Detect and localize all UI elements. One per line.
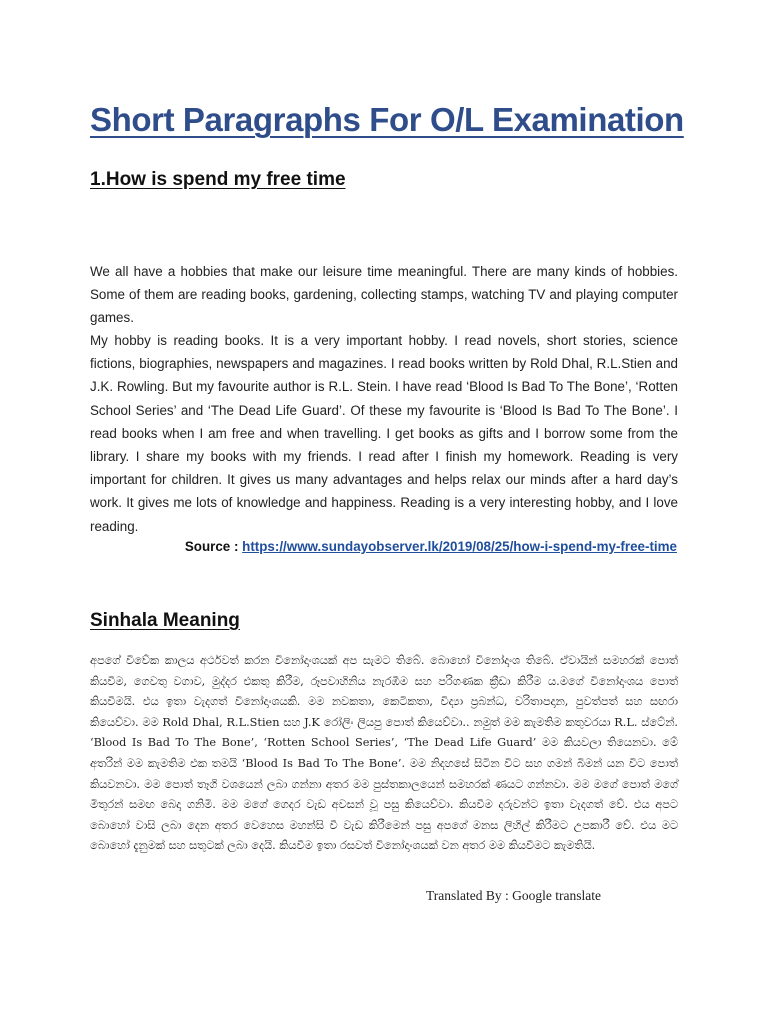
source-link[interactable]: https://www.sundayobserver.lk/2019/08/25/how-i-spend-my-free-time [242, 539, 677, 554]
page-title: Short Paragraphs For O/L Examination [90, 101, 684, 138]
source-label: Source : [184, 539, 243, 554]
translation-credit: Translated By : Google translate [426, 888, 601, 903]
paragraph-body: My hobby is reading books. It is a very important hobby. I read novels, short stories, science fictions, biographies, newspapers and magazines. I read books written by Rold Dhal, R.L.Stien and J.K. Rowling. But my favourite author is R.L. Stein. I have read ‘Blood Is Bad To The Bone’, ‘Rotten School Series’ and ‘The Dead Life Guard’. Of these my favourite is ‘Blood Is Bad To The Bone’. I read books when I am free and when travelling. I get books as gifts and I borrow some from the library. I share my books with my friends. I read after I finish my homework. Reading is very important for children. It gives us many advantages and helps relax our minds after a hard day’s work. It gives me lots of knowledge and happiness. Reading is a very interesting hobby, and I love reading. [90, 333, 678, 534]
paragraph-intro: We all have a hobbies that make our leisure time meaningful. There are many kinds of hobbies. Some of them are reading books, gardening, collecting stamps, watching TV and playing computer games. [90, 264, 678, 326]
sinhala-meaning-heading: Sinhala Meaning [90, 610, 240, 631]
source-line [185, 537, 677, 557]
question-heading: 1.How is spend my free time [90, 169, 346, 190]
sinhala-paragraph: අපගේ විවේක කාලය අර්ථවත් කරන විනෝදාංශයක් අප සැමට තිබේ. බොහෝ විනෝදාංශ තිබේ. ඒවායින් සමහරක් පොත් කියවීම, ගෙවතු වගාව, මුද්දර එකතු කිරීම, රූපවාහිනිය නැරඹීම සහ පරිගණක ක්‍රීඩා කිරීම ය.මගේ විනෝදාංශය පොත් කියවීමයි. එය ඉතා වැදගත් විනෝදාංශයකි. මම නවකතා, කෙටිකතා, විද්‍යා ප්‍රබන්ධ, චරිතාපදාන, පුවත්පත් සහ සඟරා කියෙව්වා. මම Rold Dhal, R.L.Stien සහ J.K රෝලිං ලියපු පොත් කියෙව්වා.. නමුත් මම කැමතිම කතුවරයා R.L. ස්ටේන්. ‘Blood Is Bad To The Bone’, ‘Rotten School Series’, ‘The Dead Life Guard’ මම කියවලා තියෙනවා. මේ අතරින් මම කැමතිම එක තමයි ‘Blood Is Bad To The Bone’. මම නිදහසේ සිටින විට සහ ගමන් බිමන් යන විට පොත් කියවනවා. මම පොත් තෑගි වශයෙන් ලබා ගන්නා අතර මම පුස්තකාලයෙන් සමහරක් ණයට ගන්නවා. මම මගේ පොත් මගේ මිතුරන් සමඟ බෙදා ගනිමි. මම මගේ ගෙදර වැඩ අවසන් වූ පසු කියෙව්වා. කියවීම දරුවන්ට ඉතා වැදගත් වේ. එය අපට බොහෝ වාසි ලබා දෙන අතර වෙහෙස මහන්සි වී වැඩ කිරීමෙන් පසු අපගේ මනස ලිහිල් කිරීමට උපකාරී වේ. එය මට බොහෝ දැනුමක් සහ සතුටක් ලබා දෙයි. කියවීම ඉතා රසවත් විනෝදාංශයක් වන අතර මම කියවීමට කැමතියි. [90, 654, 678, 853]
